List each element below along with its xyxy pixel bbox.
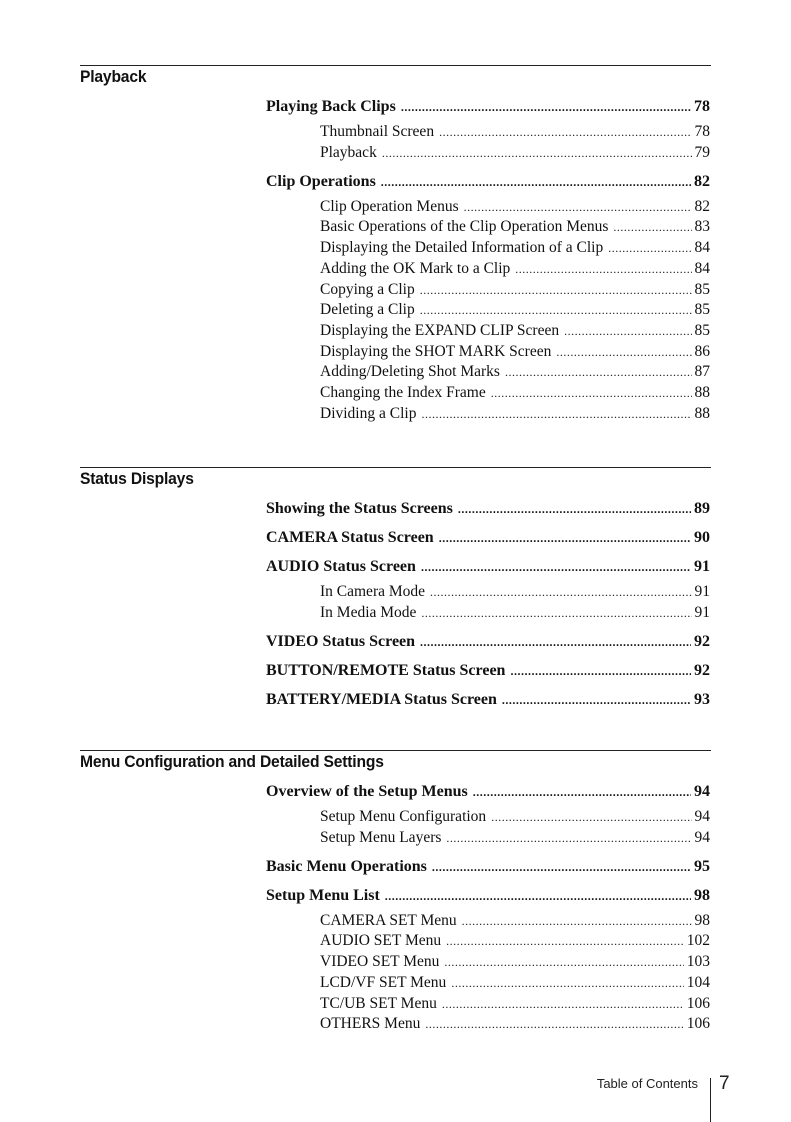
dot-leader (502, 693, 691, 708)
dot-leader (421, 407, 691, 422)
toc-entry[interactable] (266, 558, 710, 576)
toc-entry-label: Overview of the Setup Menus (266, 783, 468, 800)
toc-entry-page: 95 (694, 857, 710, 875)
toc-subentry-label: OTHERS Menu (320, 1015, 421, 1033)
toc-subentry-page: 83 (694, 218, 710, 236)
toc-subentry[interactable] (320, 144, 710, 162)
dot-leader (421, 606, 691, 621)
dot-leader (613, 220, 691, 235)
toc-subentry-page: 102 (686, 932, 710, 950)
toc-subentry[interactable] (320, 260, 710, 278)
toc-entry-label: Setup Menu List (266, 886, 380, 904)
toc-entry-label: BUTTON/REMOTE Status Screen (266, 661, 506, 679)
toc-entry[interactable] (266, 887, 710, 905)
toc-subentry-label: Playback (320, 143, 377, 161)
toc-subentry-page: 94 (694, 828, 710, 846)
toc-subentry[interactable] (320, 829, 710, 847)
toc-subentry-label: CAMERA SET Menu (320, 911, 457, 929)
dot-leader (464, 200, 692, 215)
dot-leader (446, 831, 691, 846)
toc-subentry[interactable] (320, 953, 710, 971)
toc-subentry-page: 104 (686, 973, 710, 991)
toc-subentry-label: Deleting a Clip (320, 301, 415, 319)
toc-subentry-page: 78 (694, 123, 710, 140)
dot-leader (515, 262, 691, 277)
dot-leader (420, 303, 692, 318)
toc-subentry-page: 91 (694, 583, 710, 600)
dot-leader (430, 585, 691, 600)
toc-subentry-label: LCD/VF SET Menu (320, 973, 447, 991)
section-title: Playback (80, 67, 147, 86)
toc-subentry[interactable] (320, 808, 710, 826)
dot-leader (491, 386, 692, 401)
toc-subentry-page: 106 (686, 1015, 710, 1033)
dot-leader (421, 560, 691, 575)
section-rule (80, 65, 711, 66)
dot-leader (446, 934, 684, 949)
dot-leader (444, 955, 683, 970)
section-title: Menu Configuration and Detailed Settings (80, 752, 384, 771)
toc-entry-page: 89 (694, 500, 710, 517)
toc-subentry[interactable] (320, 301, 710, 319)
dot-leader (564, 324, 691, 339)
section-rule (80, 467, 711, 468)
toc-subentry[interactable] (320, 343, 710, 361)
toc-subentry-page: 79 (694, 143, 710, 161)
toc-entry-page: 82 (694, 172, 710, 190)
dot-leader (608, 241, 691, 256)
toc-subentry[interactable] (320, 995, 710, 1013)
dot-leader (458, 502, 691, 517)
dot-leader (401, 100, 691, 115)
toc-subentry[interactable] (320, 198, 710, 216)
toc-entry[interactable] (266, 858, 710, 876)
dot-leader (510, 664, 691, 679)
toc-subentry-label: Clip Operation Menus (320, 197, 459, 215)
toc-subentry-page: 85 (694, 321, 710, 339)
toc-subentry-page: 103 (686, 953, 710, 971)
toc-subentry-label: Displaying the EXPAND CLIP Screen (320, 321, 560, 339)
toc-subentry-label: Dividing a Clip (320, 404, 417, 422)
toc-entry-label: AUDIO Status Screen (266, 558, 416, 575)
toc-subentry[interactable] (320, 239, 710, 257)
toc-subentry-label: In Camera Mode (320, 583, 426, 600)
toc-entry[interactable] (266, 662, 710, 680)
dot-leader (420, 283, 692, 298)
toc-subentry-page: 82 (694, 197, 710, 215)
toc-subentry[interactable] (320, 384, 710, 402)
dot-leader (442, 997, 684, 1012)
toc-subentry-page: 86 (694, 342, 710, 360)
toc-subentry-label: In Media Mode (320, 603, 417, 621)
dot-leader (381, 175, 691, 190)
dot-leader (439, 531, 691, 546)
toc-subentry[interactable] (320, 1015, 710, 1033)
toc-entry-page: 78 (694, 98, 710, 115)
toc-subentry-page: 85 (694, 301, 710, 319)
dot-leader (385, 889, 691, 904)
toc-subentry-page: 85 (694, 280, 710, 298)
dot-leader (425, 1017, 683, 1032)
toc-subentry[interactable] (320, 604, 710, 622)
toc-entry-page: 92 (694, 661, 710, 679)
toc-subentry[interactable] (320, 974, 710, 992)
toc-entry-label: VIDEO Status Screen (266, 632, 416, 650)
toc-subentry[interactable] (320, 932, 710, 950)
toc-subentry-label: AUDIO SET Menu (320, 932, 442, 950)
toc-entry-label: Basic Menu Operations (266, 857, 427, 875)
toc-subentry[interactable] (320, 218, 710, 236)
toc-entry-page: 91 (694, 558, 710, 575)
dot-leader (451, 976, 683, 991)
toc-subentry-label: Copying a Clip (320, 280, 415, 298)
toc-entry[interactable] (266, 500, 710, 518)
page-number: 7 (719, 1073, 730, 1094)
dot-leader (491, 810, 691, 825)
footer-label: Table of Contents (596, 1076, 698, 1091)
toc-subentry-page: 98 (694, 911, 710, 929)
toc-entry[interactable] (266, 783, 710, 801)
toc-subentry-page: 106 (686, 994, 710, 1012)
toc-entry-page: 98 (694, 886, 710, 904)
toc-subentry-label: Thumbnail Screen (320, 123, 435, 140)
toc-entry[interactable] (266, 98, 710, 116)
toc-subentry-label: Setup Menu Layers (320, 828, 442, 846)
toc-entry-label: Clip Operations (266, 172, 376, 190)
toc-subentry-label: VIDEO SET Menu (320, 953, 440, 971)
dot-leader (432, 860, 691, 875)
toc-subentry-page: 84 (694, 259, 710, 277)
toc-subentry-label: Adding the OK Mark to a Clip (320, 259, 511, 277)
toc-entry-page: 92 (694, 632, 710, 650)
toc-subentry-page: 87 (694, 363, 710, 381)
toc-entry[interactable] (266, 173, 710, 191)
toc-entry-label: Playing Back Clips (266, 98, 396, 115)
toc-subentry-page: 88 (694, 384, 710, 401)
dot-leader (556, 345, 691, 360)
toc-subentry[interactable] (320, 912, 710, 930)
toc-entry[interactable] (266, 633, 710, 651)
toc-subentry-page: 84 (694, 239, 710, 257)
toc-subentry[interactable] (320, 405, 710, 423)
dot-leader (473, 785, 691, 800)
toc-subentry-label: Adding/Deleting Shot Marks (320, 363, 500, 381)
toc-entry-page: 93 (694, 690, 710, 708)
toc-subentry[interactable] (320, 281, 710, 299)
toc-subentry-label: Displaying the SHOT MARK Screen (320, 342, 552, 360)
dot-leader (505, 365, 692, 380)
dot-leader (382, 146, 692, 161)
toc-entry-label: CAMERA Status Screen (266, 529, 434, 546)
toc-subentry[interactable] (320, 583, 710, 601)
toc-subentry-label: Basic Operations of the Clip Operation Menus (320, 218, 609, 236)
toc-subentry-page: 91 (694, 603, 710, 621)
toc-entry-label: Showing the Status Screens (266, 500, 453, 517)
dot-leader (462, 914, 692, 929)
toc-subentry-page: 88 (694, 404, 710, 422)
toc-entry-page: 90 (694, 529, 710, 546)
section-title: Status Displays (80, 469, 194, 488)
toc-subentry-label: Displaying the Detailed Information of a Clip (320, 239, 604, 257)
toc-subentry[interactable] (320, 363, 710, 381)
dot-leader (420, 635, 691, 650)
footer-divider (710, 1078, 711, 1122)
section-rule (80, 750, 711, 751)
toc-entry-label: BATTERY/MEDIA Status Screen (266, 690, 497, 708)
toc-subentry-label: Changing the Index Frame (320, 384, 486, 401)
dot-leader (439, 125, 691, 140)
toc-entry[interactable] (266, 529, 710, 547)
toc-subentry-page: 94 (694, 808, 710, 825)
toc-subentry[interactable] (320, 123, 710, 141)
toc-subentry-label: TC/UB SET Menu (320, 994, 437, 1012)
toc-subentry[interactable] (320, 322, 710, 340)
toc-entry-page: 94 (694, 783, 710, 800)
toc-entry[interactable] (266, 691, 710, 709)
toc-subentry-label: Setup Menu Configuration (320, 808, 487, 825)
